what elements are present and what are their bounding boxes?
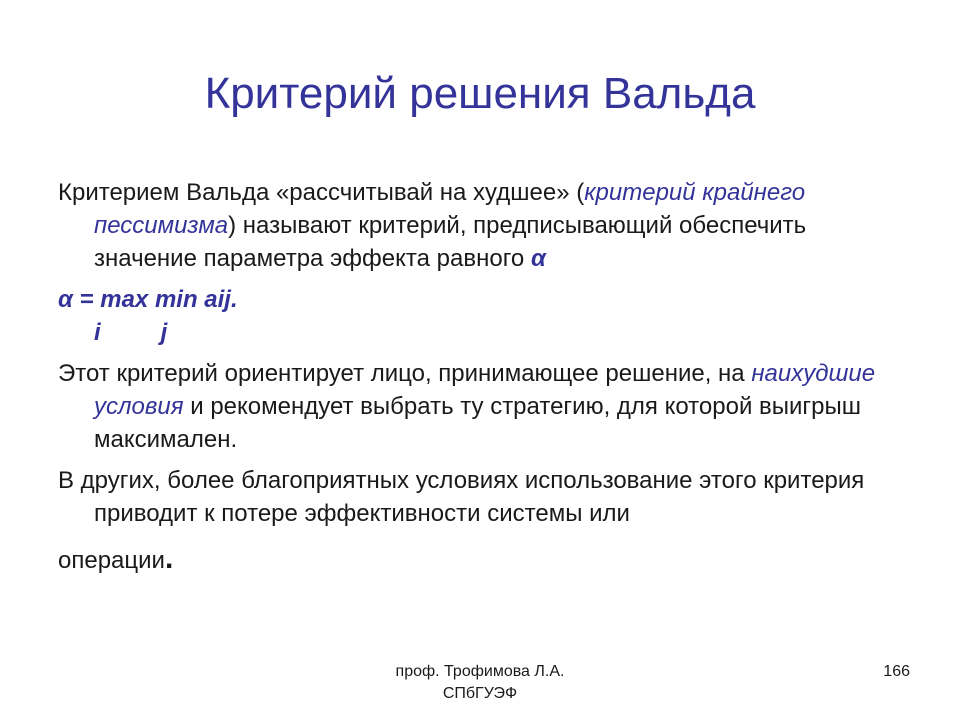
page-number: 166 <box>883 663 910 680</box>
paragraph-efficiency-loss <box>58 464 908 577</box>
final-period: . <box>164 542 174 575</box>
term-extreme-pessimism: критерий крайнего пессимизма <box>94 179 806 239</box>
text-segment: операции <box>58 547 165 574</box>
text-segment: В других, более благоприятных условиях использование этого критерия приводит к потере эффективности системы или <box>58 467 865 527</box>
alpha-symbol: α <box>530 245 546 272</box>
footer-author <box>370 661 590 705</box>
index-j: j <box>160 319 168 346</box>
formula-indices <box>58 316 908 349</box>
text-segment: и рекомендует выбрать ту стратегию, для которой выигрыш максимален. <box>94 393 862 453</box>
author-affiliation: СПбГУЭФ <box>442 685 518 702</box>
text-segment: Этот критерий ориентирует лицо, принимающее решение, на <box>58 360 752 387</box>
slide-title: Критерий решения Вальда <box>204 69 756 118</box>
last-line <box>58 542 174 577</box>
author-name: проф. Трофимова Л.А. <box>395 663 565 680</box>
text-segment: Критерием Вальда «рассчитывай на худшее» ( <box>58 179 585 206</box>
text-segment: ) называют критерий, предписывающий обеспечить значение параметра эффекта равного <box>94 212 807 272</box>
index-i: i <box>94 319 101 346</box>
wald-formula: α = max min aij. <box>58 286 238 313</box>
paragraph-orientation <box>58 357 908 456</box>
paragraph-wald-definition <box>58 176 908 275</box>
slide-body <box>58 176 908 585</box>
term-worst-conditions: наихудшие условия <box>94 360 876 420</box>
